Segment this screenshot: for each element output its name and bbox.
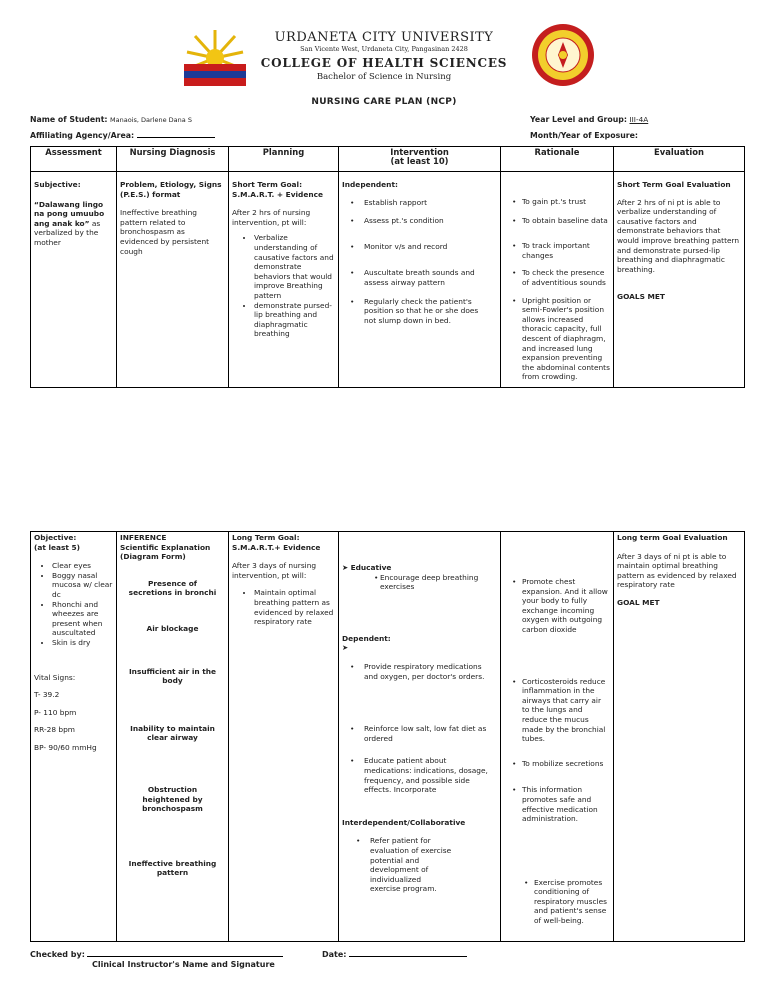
educative-rationale: • Promote chest expansion. And it allow your body to fully exchange incoming oxygen with outgoing carbon dioxide [504,577,610,635]
inference-step: Inability to maintain clear airway [130,723,215,743]
inference-step: Air blockage [146,623,199,633]
dependent-item: • Provide respiratory medications and oxygen, per doctor's orders. [342,662,492,681]
rationale-row2-cell [501,532,614,942]
diagnosis-body: Ineffective breathing pattern related to bronchospasm as evidenced by persistent cough [120,208,210,256]
arrow-right-icon [342,643,492,653]
dependent-title: Dependent: [342,633,391,643]
short-term-goal-item: • Verbalize understanding of causative factors and demonstrate behaviors that would improve Breathing pattern [254,233,335,300]
long-term-evaluation-body: After 3 days of ni pt is able to maintain optimal breathing pattern as evidenced by relaxed respiratory rate [617,551,737,590]
diagnosis-title: Problem, Etiology, Signs (P.E.S.) format [120,180,222,199]
intervention-item: • Establish rapport [342,198,492,208]
subjective-rest: as verbalized by the mother [34,218,101,247]
objective-item: • Skin is dry [52,638,113,648]
independent-title: Independent: [342,180,398,189]
inference-step: Obstruction heightened by bronchospasm [142,784,203,814]
date-row [322,950,467,959]
assessment-subjective-cell [31,172,117,388]
evaluation-long-term-cell [614,532,745,942]
subjective-quote: “Dalawang lingo na pong umuubo ang anak ko” [34,199,105,228]
checked-by-label: Checked by: [30,950,85,959]
affiliating-agency-row [30,131,215,140]
collaborative-rationale: • Exercise promotes conditioning of respiratory muscles and patient's sense of well-being. [516,878,610,926]
long-term-goal-item: • Maintain optimal breathing pattern as evidenced by relaxed respiratory rate [254,588,335,626]
rationale-item: • To check the presence of adventitious sounds [504,268,610,287]
university-name: URDANETA CITY UNIVERSITY [274,30,494,45]
vital-sign: T- 39.2 [34,690,60,700]
university-address: San Vicente West, Urdaneta City, Pangasinan 2428 [300,45,468,53]
inference-step: Ineffective breathing pattern [128,858,217,878]
inference-cell [117,532,229,942]
evaluation-short-term-cell [614,172,745,388]
ncp-table-row2 [30,531,745,942]
header-assessment: Assessment [31,147,117,172]
intervention-independent-cell [339,172,501,388]
student-name-row [30,115,192,124]
inference-step: Presence of secretions in bronchi [128,578,217,598]
planning-long-term-cell [229,532,339,942]
intervention-item: • Regularly check the patient's position so that he or she does not slump down in bed. [342,297,492,326]
affiliating-agency-blank [137,137,215,138]
short-term-goal-item: • demonstrate pursed-lip breathing and diaphragmatic breathing [254,301,335,339]
vital-signs-title: Vital Signs: [34,672,76,682]
long-term-goal-met: GOAL MET [617,597,660,607]
diagnosis-cell [117,172,229,388]
header-evaluation: Evaluation [614,147,745,172]
rationale-cell [501,172,614,388]
educative-title: Educative [350,563,392,572]
document-title: NURSING CARE PLAN (NCP) [311,97,457,107]
objective-item: • Rhonchi and wheezes are present when auscultated [52,600,113,638]
program-name: Bachelor of Science in Nursing [316,72,452,82]
arrow-right-icon [342,563,348,572]
collaborative-item: • Refer patient for evaluation of exercise potential and development of individualized exercise program. [348,836,452,894]
checked-by-caption: Clinical Instructor's Name and Signature [92,960,275,969]
short-term-goal-met: GOALS MET [617,292,665,302]
dependent-rationale: • Corticosteroids reduce inflammation in the airways that carry air to the lungs and reduce the mucus made by the bronchial tubes. [504,677,610,744]
short-term-goal-body: After 2 hrs of nursing intervention, pt will: [232,208,311,227]
inference-title: INFERENCE Scientific Explanation (Diagram Form) [120,533,211,562]
long-term-goal-title: Long Term Goal: S.M.A.R.T.+ Evidence [232,533,321,552]
short-term-goal-title: Short Term Goal: S.M.A.R.T. + Evidence [232,180,324,199]
date-line [349,956,467,957]
educative-heading [342,563,492,573]
intervention-item: • Auscultate breath sounds and assess airway pattern [342,268,492,287]
objective-title: Objective: (at least 5) [34,533,81,552]
student-name-label: Name of Student: [30,115,108,124]
educative-item: • Encourage deep breathing exercises [366,573,492,592]
long-term-evaluation-title: Long term Goal Evaluation [617,533,728,542]
rationale-item: • To obtain baseline data [504,216,610,226]
ncp-table-row1 [30,146,745,388]
header-nursing-diagnosis: Nursing Diagnosis [117,147,229,172]
inference-step: Insufficient air in the body [128,666,217,686]
rationale-item: • To track important changes [504,241,610,260]
rationale-item: • Upright position or semi-Fowler's position allows increased thoracic capacity, full descent of diaphragm, and increased lung expansion preventing the abdominal contents from crowding. [504,296,610,382]
vital-sign: RR-28 bpm [34,725,75,735]
objective-item: • Clear eyes [52,561,113,571]
dependent-rationale: • To mobilize secretions [504,759,610,769]
intervention-item: • Monitor v/s and record [342,242,492,252]
rationale-item: • To gain pt.'s trust [504,197,610,207]
affiliating-agency-label: Affiliating Agency/Area: [30,131,135,140]
assessment-objective-cell [31,532,117,942]
short-term-evaluation-body: After 2 hrs of ni pt is able to verbalize understanding of causative factors and demonstrate behaviors that would improve breathing pattern and demonstrate pursed-lip breathing and diaphragmatic breathing. [617,197,740,274]
year-level-row [530,115,648,124]
subjective-cue [34,200,113,248]
subjective-title: Subjective: [34,180,81,189]
header-rationale: Rationale [501,147,614,172]
date-label: Date: [322,950,347,959]
dependent-rationale: • This information promotes safe and effective medication administration. [504,785,610,823]
vital-sign: P- 110 bpm [34,707,77,717]
dependent-item: • Reinforce low salt, low fat diet as ordered [342,724,492,743]
long-term-goal-body: After 3 days of nursing intervention, pt will: [232,561,317,580]
collaborative-title: Interdependent/Collaborative [342,817,466,827]
year-level-value: III-4A [629,115,649,124]
intervention-item: • Assess pt.'s condition [342,216,492,226]
header-intervention: Intervention (at least 10) [339,147,501,172]
checked-by-signature-line [87,956,283,957]
checked-by-row [30,950,283,959]
planning-short-term-cell [229,172,339,388]
dependent-item: • Educate patient about medications: indications, dosage, frequency, and possible side effects. Incorporate [342,756,492,794]
vital-sign: BP- 90/60 mmHg [34,742,97,752]
month-year-label: Month/Year of Exposure: [530,131,639,140]
intervention-row2-cell [339,532,501,942]
header-planning: Planning [229,147,339,172]
year-level-label: Year Level and Group: [530,115,628,124]
short-term-evaluation-title: Short Term Goal Evaluation [617,180,731,189]
college-name: COLLEGE OF HEALTH SCIENCES [260,56,508,70]
student-name-value: Manaois, Darlene Dana S [110,116,192,124]
objective-item: • Boggy nasal mucosa w/ clear dc [52,571,113,600]
